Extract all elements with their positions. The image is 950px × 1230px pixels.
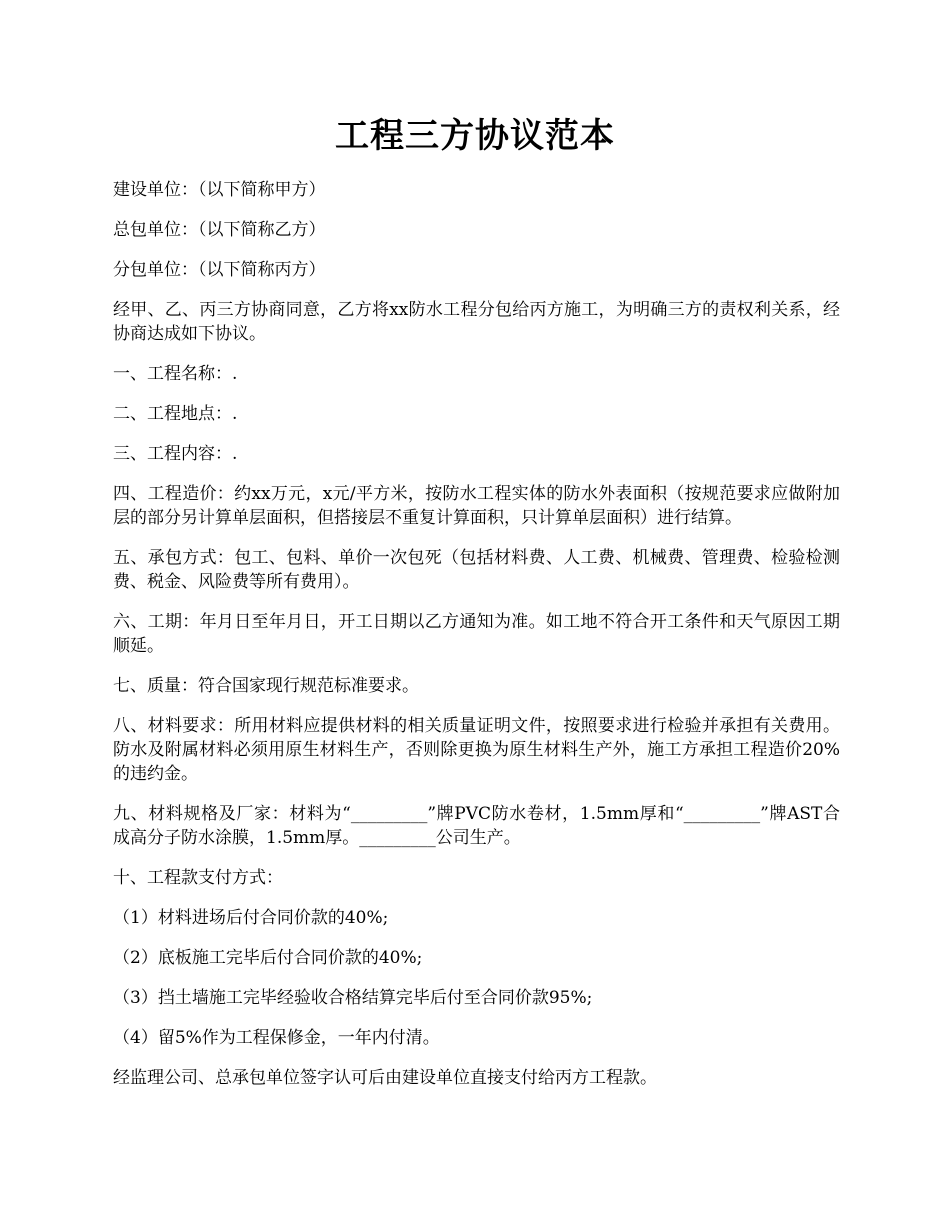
paragraph-material-requirements: 八、材料要求：所用材料应提供材料的相关质量证明文件，按照要求进行检验并承担有关费用。防水及附属材料必须用原生材料生产，否则除更换为原生材料生产外，施工方承担工程造价20%的违约金。 xyxy=(113,716,840,784)
paragraph-payment-3: （3）挡土墙施工完毕经验收合格结算完毕后付至合同价款95%; xyxy=(113,988,593,1008)
paragraph-project-cost: 四、工程造价：约xx万元，x元/平方米，按防水工程实体的防水外表面积（按规范要求应做附加层的部分另计算单层面积，但搭接层不重复计算面积，只计算单层面积）进行结算。 xyxy=(113,484,840,528)
paragraph-duration: 六、工期：年月日至年月日，开工日期以乙方通知为准。如工地不符合开工条件和天气原因工期顺延。 xyxy=(113,612,840,656)
paragraph-closing: 经监理公司、总承包单位签字认可后由建设单位直接支付给丙方工程款。 xyxy=(113,1068,657,1088)
paragraph-intro: 经甲、乙、丙三方协商同意，乙方将xx防水工程分包给丙方施工，为明确三方的责权利关系，经协商达成如下协议。 xyxy=(113,300,840,344)
paragraph-payment-1: （1）材料进场后付合同价款的40%; xyxy=(113,908,389,928)
paragraph-material-specs: 九、材料规格及厂家：材料为“_________”牌PVC防水卷材，1.5mm厚和“_________”牌AST合成高分子防水涂膜，1.5mm厚。_________公司生产。 xyxy=(113,804,840,848)
paragraph-party-c: 分包单位：（以下简称丙方） xyxy=(113,260,326,280)
paragraph-project-location: 二、工程地点：. xyxy=(113,404,238,424)
paragraph-payment-2: （2）底板施工完毕后付合同价款的40%; xyxy=(113,948,423,968)
paragraph-payment-4: （4）留5%作为工程保修金，一年内付清。 xyxy=(113,1028,440,1048)
paragraph-quality: 七、质量：符合国家现行规范标准要求。 xyxy=(113,676,419,696)
paragraph-project-name: 一、工程名称：. xyxy=(113,364,238,384)
document-body xyxy=(113,178,840,1106)
document-title: 工程三方协议范本 xyxy=(335,116,615,156)
paragraph-contract-method: 五、承包方式：包工、包料、单价一次包死（包括材料费、人工费、机械费、管理费、检验检测费、税金、风险费等所有费用）。 xyxy=(113,548,840,592)
paragraph-party-b: 总包单位：（以下简称乙方） xyxy=(113,220,326,240)
paragraph-project-content: 三、工程内容：. xyxy=(113,444,238,464)
paragraph-party-a: 建设单位：（以下简称甲方） xyxy=(113,180,326,200)
paragraph-payment-heading: 十、工程款支付方式： xyxy=(113,868,283,888)
